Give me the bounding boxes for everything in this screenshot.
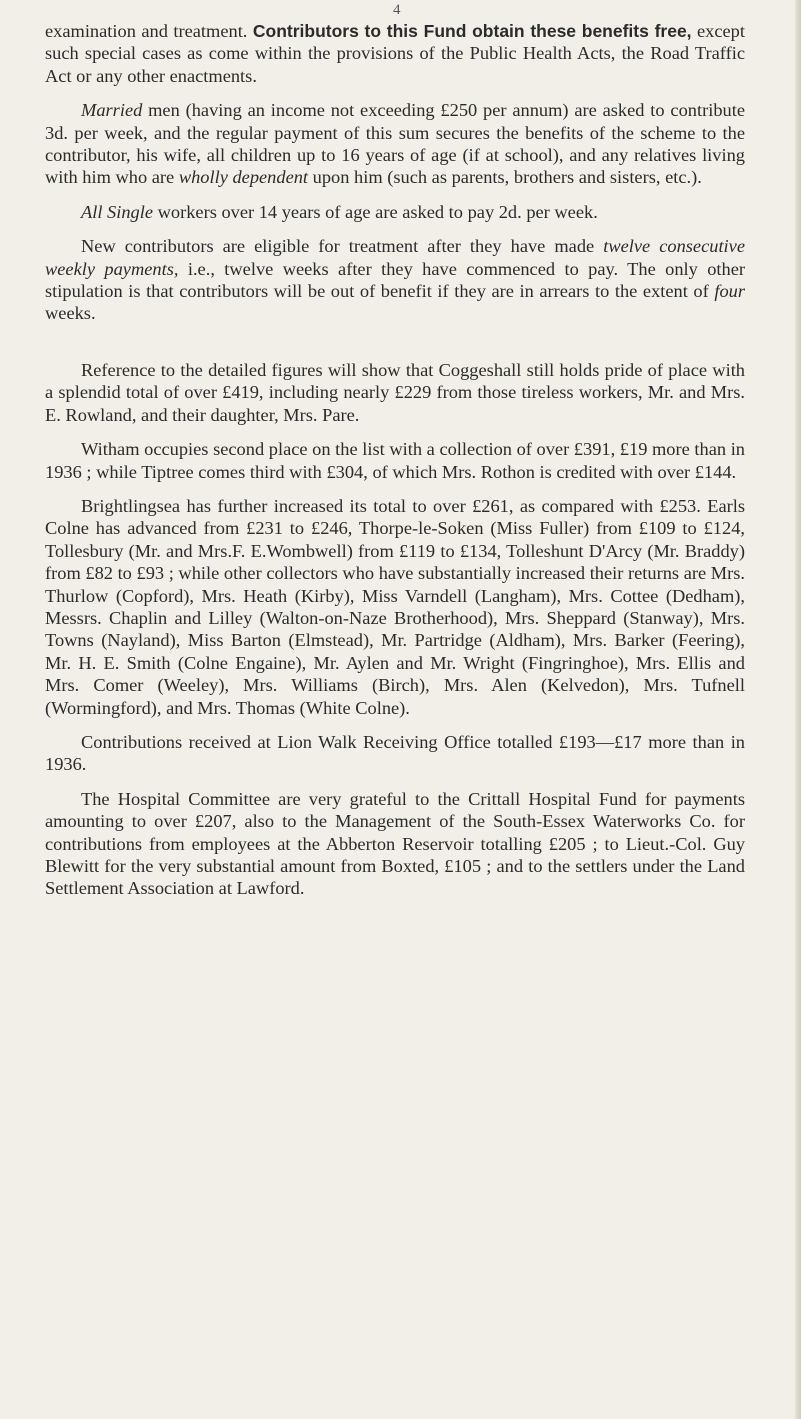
paragraph-coggeshall: Reference to the detailed figures will show that Coggeshall still holds pride of place with a splendid total of over £419, including nearly £229 from those tireless workers, Mr. and Mrs. E. Rowland, and their daughter, Mrs. Pare. <box>45 359 745 425</box>
emphasis: Married <box>81 100 143 121</box>
paragraph-single-workers <box>45 201 745 223</box>
emphasis: wholly dependent <box>178 167 309 188</box>
paragraph-new-contributors <box>45 235 745 325</box>
document-body <box>45 20 745 912</box>
paragraph-brightlingsea: Brightlingsea has further increased its total to over £261, as compared with £253. Earls Colne has advanced from £231 to £246, Thorpe-le-Soken (Miss Fuller) from £109 to £124, Tollesbury (Mr. and Mrs.F. E.Wombwell) from £119 to £134, Tolleshunt D'Arcy (Mr. Braddy) from £82 to £93 ; while other collectors who have substantially increased their returns are Mrs. Thurlow (Copford), Mrs. Heath (Kirby), Miss Varndell (Langham), Mrs. Cottee (Dedham), Messrs. Chaplin and Lilley (Walton-on-Naze Brotherhood), Mrs. Sheppard (Stanway), Mrs. Towns (Nayland), Miss Barton (Elmstead), Mr. Partridge (Aldham), Mrs. Barker (Feering), Mr. H. E. Smith (Colne Engaine), Mr. Aylen and Mr. Wright (Fingringhoe), Mrs. Ellis and Mrs. Comer (Weeley), Mrs. Williams (Birch), Mrs. Alen (Kelvedon), Mrs. Tufnell (Wormingford), and Mrs. Thomas (White Colne). <box>45 495 745 718</box>
text: men (having an income not exceeding £250 per annum) are asked to contribute 3d. per week, and the regular payment of this sum secures the benefits of the scheme to the contributor, his wife, all children up to 16 years of age (if at school), and any relatives living with him who are <box>45 100 745 188</box>
text: workers over 14 years of age are asked to pay 2d. per week. <box>153 201 598 222</box>
paragraph-married-men <box>45 99 745 189</box>
emphasis: twelve consecutive weekly payments, <box>45 236 745 279</box>
text: New contributors are eligible for treatment after they have made <box>81 236 604 257</box>
text: examination and treatment. <box>45 21 253 41</box>
text: except such special cases as come within the provisions of the Public Health Acts, the Road Traffic Act or any other enactments. <box>45 21 745 86</box>
text: upon him (such as parents, brothers and sisters, etc.). <box>308 167 702 188</box>
bold-statement: Contributors to this Fund obtain these benefits free, <box>252 21 692 41</box>
page-number: 4 <box>393 2 401 18</box>
text: i.e., twelve weeks after they have commenced to pay. The only other stipulation is that contributors will be out of benefit if they are in arrears to the extent of <box>45 258 745 302</box>
paragraph-hospital-committee: The Hospital Committee are very grateful to the Crittall Hospital Fund for payments amounting to over £207, also to the Management of the South-Essex Waterworks Co. for contributions from employees at the Abberton Reservoir totalling £205 ; to Lieut.-Col. Guy Blewitt for the very substantial amount from Boxted, £105 ; and to the settlers under the Land Settlement Association at Lawford. <box>45 788 745 899</box>
paragraph-lion-walk: Contributions received at Lion Walk Receiving Office totalled £193—£17 more than in 1936. <box>45 731 745 775</box>
emphasis: four <box>714 281 745 302</box>
paragraph-benefits <box>45 20 745 87</box>
emphasis: All Single <box>81 201 154 222</box>
page-edge-shadow <box>795 0 801 1419</box>
paragraph-witham: Witham occupies second place on the list with a collection of over £391, £19 more than in 1936 ; while Tiptree comes third with £304, of which Mrs. Rothon is credited with over £144. <box>45 439 745 482</box>
text: weeks. <box>45 303 96 324</box>
